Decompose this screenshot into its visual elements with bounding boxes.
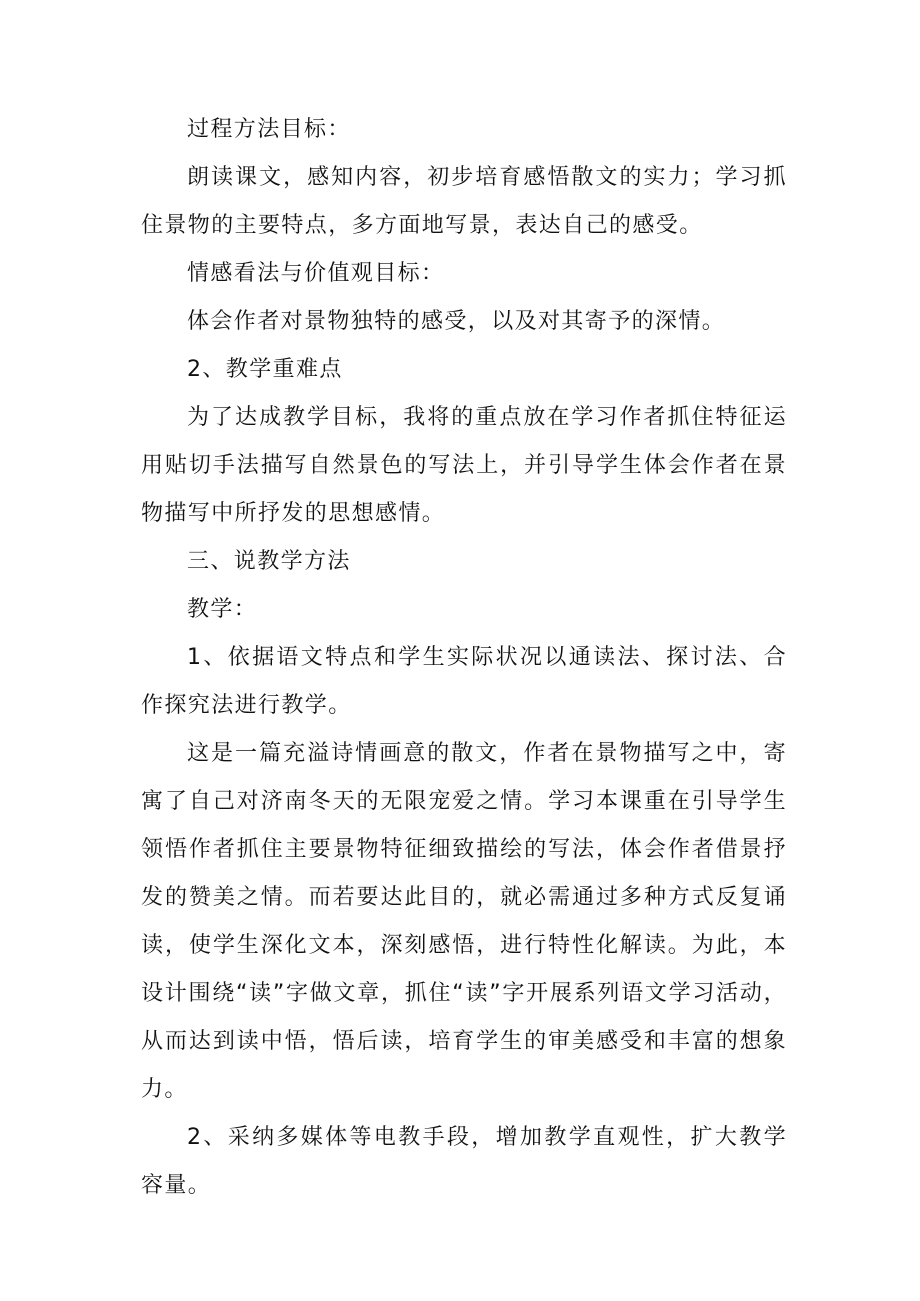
paragraph-teaching-label: 教学： (187, 597, 258, 622)
document-body (141, 106, 787, 1210)
paragraph-method-description: 这是一篇充溢诗情画意的散文，作者在景物描写之中，寄寓了自己对济南冬天的无限宠爱之情。学习本课重在引导学生领悟作者抓住主要景物特征细致描绘的写法，体会作者借景抒发的赞美之情。而若要达此目的，就必需通过多种方式反复诵读，使学生深化文本，深刻感悟，进行特性化解读。为此，本设计围绕“读”字做文章，抓住“读”字开展系列语文学习活动，从而达到读中悟，悟后读，培育学生的审美感受和丰富的想象力。 (141, 741, 787, 1102)
paragraph-emotion-goal-heading: 情感看法与价值观目标： (187, 261, 445, 286)
paragraph-key-difficulty-heading: 2、教学重难点 (187, 357, 343, 382)
section-heading-teaching-method: 三、说教学方法 (187, 549, 351, 574)
paragraph-key-difficulty-text: 为了达成教学目标，我将的重点放在学习作者抓住特征运用贴切手法描写自然景色的写法上，并引导学生体会作者在景物描写中所抒发的思想感情。 (141, 405, 787, 526)
paragraph-emotion-goal-text: 体会作者对景物独特的感受，以及对其寄予的深情。 (187, 309, 726, 334)
paragraph-process-goal-text: 朗读课文，感知内容，初步培育感悟散文的实力；学习抓住景物的主要特点，多方面地写景，表达自己的感受。 (141, 165, 787, 238)
paragraph-method-1: 1、依据语文特点和学生实际状况以通读法、探讨法、合作探究法进行教学。 (141, 645, 787, 718)
paragraph-method-2: 2、采纳多媒体等电教手段，增加教学直观性，扩大教学容量。 (141, 1125, 787, 1198)
paragraph-process-goal-heading: 过程方法目标： (187, 117, 351, 142)
